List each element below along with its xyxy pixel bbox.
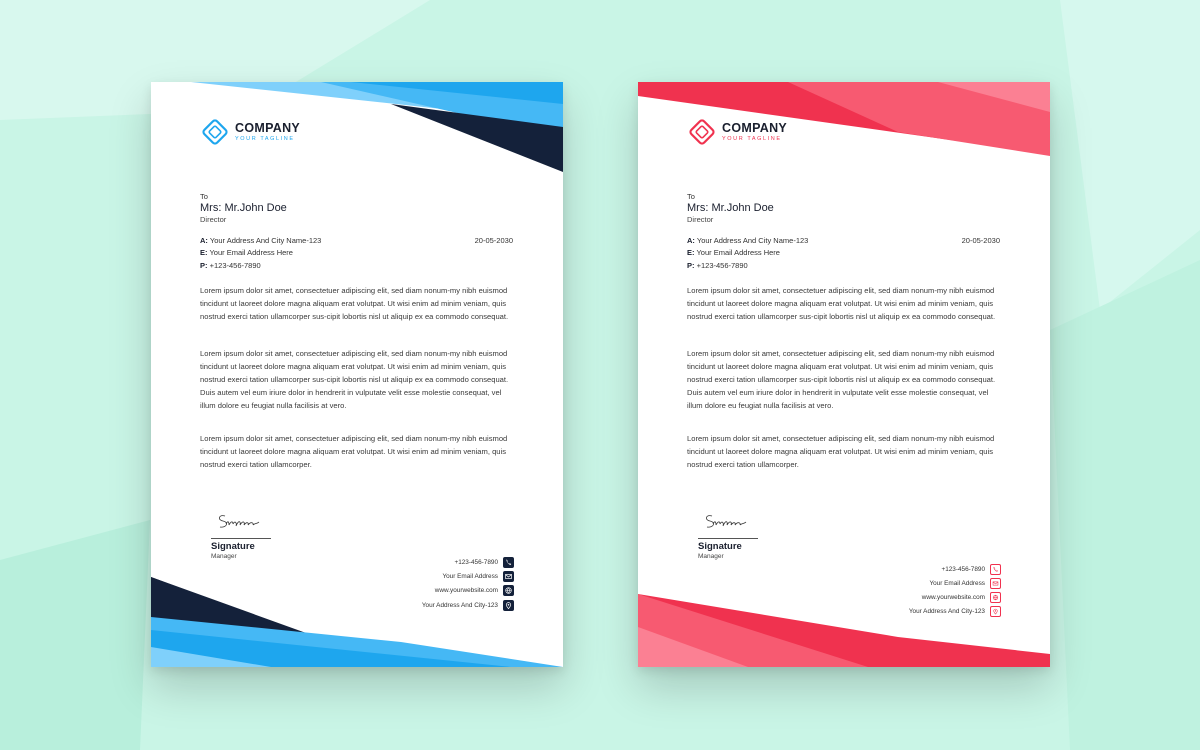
email-icon bbox=[503, 571, 514, 582]
email-label: E: bbox=[200, 248, 208, 258]
blue-letterhead bbox=[151, 82, 563, 667]
email-value: Your Email Address Here bbox=[696, 248, 780, 258]
footer-website-row bbox=[909, 590, 1001, 604]
footer-contacts bbox=[422, 555, 514, 612]
email-icon bbox=[990, 578, 1001, 589]
diamond-logo-icon bbox=[201, 118, 229, 146]
footer-email: Your Email Address bbox=[929, 579, 985, 587]
company-name: COMPANY bbox=[235, 120, 301, 135]
footer-phone: +123-456-7890 bbox=[941, 565, 985, 573]
body-paragraph: Lorem ipsum dolor sit amet, consectetuer adipiscing elit, sed diam nonum-my nibh euismod tincidunt ut laoreet dolore magna aliquam erat volutpat. Ut wisi enim ad minim veniam, quis nostrud exerci tation ullamcorper. bbox=[200, 434, 508, 469]
footer-email-row bbox=[422, 569, 514, 583]
company-logo bbox=[201, 118, 300, 146]
phone-value: +123-456-7890 bbox=[696, 260, 748, 270]
body-paragraph: Lorem ipsum dolor sit amet, consectetuer adipiscing elit, sed diam nonum-my nibh euismod tincidunt ut laoreet dolore magna aliquam erat volutpat. Ut wisi enim ad minim veniam, quis nostrud exerci tation ullamcorper. bbox=[687, 434, 995, 469]
globe-icon bbox=[990, 592, 1001, 603]
recipient-title: Director bbox=[200, 215, 227, 224]
sender-contact-block bbox=[687, 235, 808, 272]
footer-address-row bbox=[422, 598, 514, 612]
email-value: Your Email Address Here bbox=[209, 248, 293, 258]
address-label: A: bbox=[200, 236, 208, 245]
signature-label: Signature bbox=[211, 541, 255, 552]
footer-phone: +123-456-7890 bbox=[454, 558, 498, 566]
handwritten-signature bbox=[698, 510, 758, 532]
phone-label: P: bbox=[687, 260, 695, 270]
to-label: To bbox=[687, 192, 695, 201]
phone-label: P: bbox=[200, 260, 208, 270]
phone-value: +123-456-7890 bbox=[209, 260, 261, 270]
letter-date: 20-05-2030 bbox=[474, 236, 513, 245]
phone-icon bbox=[503, 557, 514, 568]
red-letterhead bbox=[638, 82, 1050, 667]
email-label: E: bbox=[687, 248, 695, 258]
company-tagline: YOUR TAGLINE bbox=[722, 135, 782, 142]
footer-address-row bbox=[909, 604, 1001, 618]
footer-phone-row bbox=[909, 562, 1001, 576]
footer-contacts bbox=[909, 562, 1001, 618]
footer-website: www.yourwebsite.com bbox=[921, 593, 985, 601]
location-pin-icon bbox=[990, 606, 1001, 617]
diamond-logo-icon bbox=[688, 118, 716, 146]
address-value: Your Address And City Name-123 bbox=[696, 236, 809, 245]
recipient-title: Director bbox=[687, 215, 714, 224]
address-label: A: bbox=[687, 236, 695, 245]
company-name: COMPANY bbox=[722, 120, 788, 135]
footer-website-row bbox=[422, 584, 514, 598]
to-label: To bbox=[200, 192, 208, 201]
sender-contact-block bbox=[200, 235, 321, 272]
recipient-block bbox=[200, 192, 287, 225]
company-tagline: YOUR TAGLINE bbox=[235, 135, 295, 142]
signature-role: Manager bbox=[211, 553, 237, 560]
signature-label: Signature bbox=[698, 541, 742, 552]
location-pin-icon bbox=[503, 600, 514, 611]
company-logo bbox=[688, 118, 787, 146]
body-paragraph: Lorem ipsum dolor sit amet, consectetuer adipiscing elit, sed diam nonum-my nibh euismod tincidunt ut laoreet dolore magna aliquam erat volutpat. Ut wisi enim ad minim veniam, quis nostrud exerci tation ullamcorper sus-cipit lobortis nisl ut aliquip ex ea commodo consequat. Duis autem vel eum iriure dolor in hendrerit in vulputate velit esse molestie consequat, vel illum dolore eu feugiat nulla facilisis at vero. bbox=[200, 349, 509, 410]
footer-email-row bbox=[909, 576, 1001, 590]
footer-address: Your Address And City-123 bbox=[421, 601, 498, 609]
phone-icon bbox=[990, 564, 1001, 575]
body-paragraph: Lorem ipsum dolor sit amet, consectetuer adipiscing elit, sed diam nonum-my nibh euismod tincidunt ut laoreet dolore magna aliquam erat volutpat. Ut wisi enim ad minim veniam, quis nostrud exerci tation ullamcorper sus-cipit lobortis nisl ut aliquip ex ea commodo consequat. bbox=[200, 286, 509, 321]
letter-date: 20-05-2030 bbox=[961, 236, 1000, 245]
signature-block bbox=[698, 510, 762, 561]
body-paragraph: Lorem ipsum dolor sit amet, consectetuer adipiscing elit, sed diam nonum-my nibh euismod tincidunt ut laoreet dolore magna aliquam erat volutpat. Ut wisi enim ad minim veniam, quis nostrud exerci tation ullamcorper sus-cipit lobortis nisl ut aliquip ex ea commodo consequat. Duis autem vel eum iriure dolor in hendrerit in vulputate velit esse molestie consequat, vel illum dolore eu feugiat nulla facilisis at vero. bbox=[687, 349, 996, 410]
signature-role: Manager bbox=[698, 553, 724, 560]
globe-icon bbox=[503, 585, 514, 596]
signature-block bbox=[211, 510, 275, 561]
footer-website: www.yourwebsite.com bbox=[434, 587, 498, 595]
recipient-name: Mrs: Mr.John Doe bbox=[200, 202, 287, 214]
recipient-block bbox=[687, 192, 774, 225]
recipient-name: Mrs: Mr.John Doe bbox=[687, 202, 774, 214]
handwritten-signature bbox=[211, 510, 271, 532]
footer-phone-row bbox=[422, 555, 514, 569]
signature-line bbox=[698, 538, 758, 539]
address-value: Your Address And City Name-123 bbox=[209, 236, 322, 245]
footer-email: Your Email Address bbox=[442, 572, 498, 580]
signature-line bbox=[211, 538, 271, 539]
footer-address: Your Address And City-123 bbox=[908, 607, 985, 615]
body-paragraph: Lorem ipsum dolor sit amet, consectetuer adipiscing elit, sed diam nonum-my nibh euismod tincidunt ut laoreet dolore magna aliquam erat volutpat. Ut wisi enim ad minim veniam, quis nostrud exerci tation ullamcorper sus-cipit lobortis nisl ut aliquip ex ea commodo consequat. bbox=[687, 286, 996, 321]
